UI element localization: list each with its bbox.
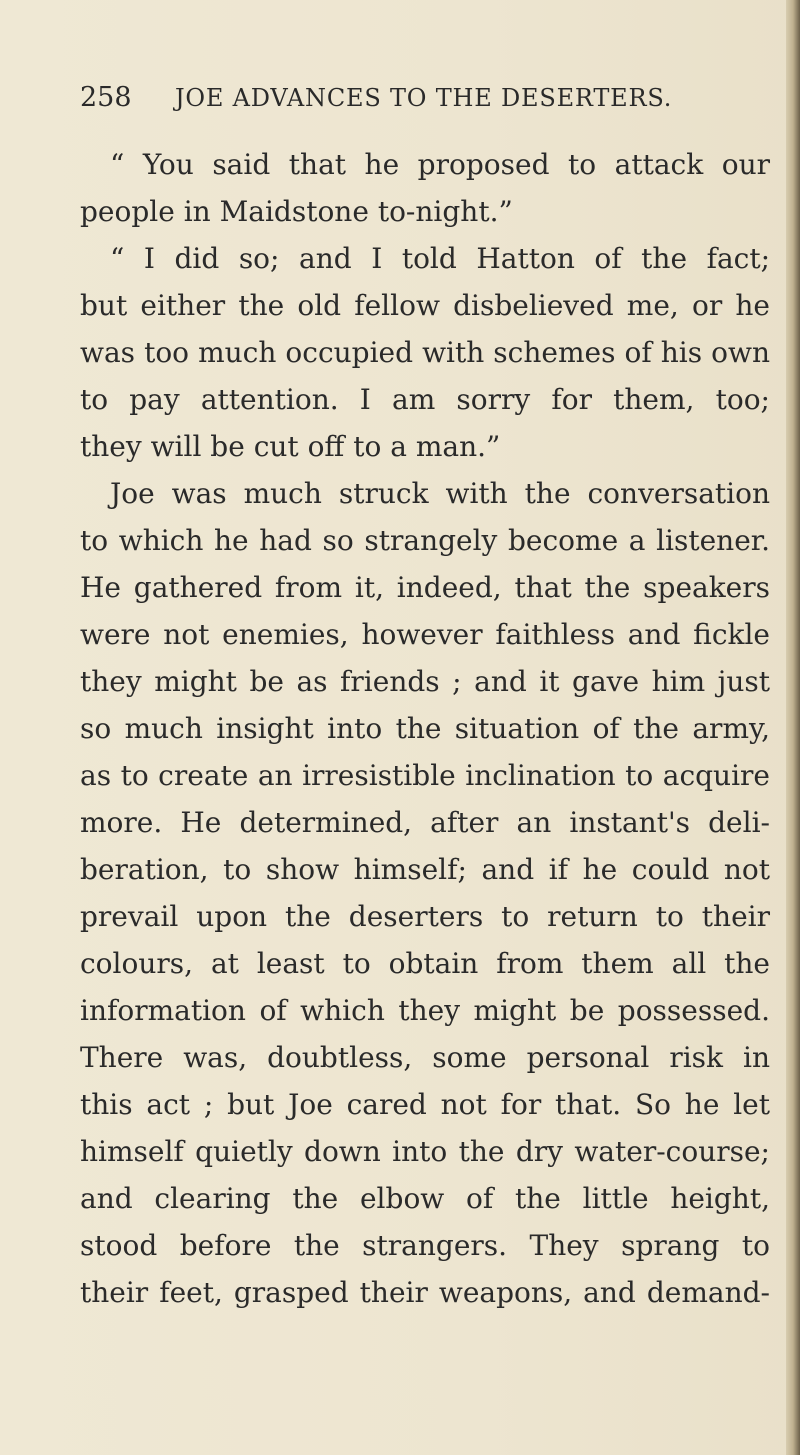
- text-line: prevail upon the deserters to return to their: [80, 900, 770, 933]
- text-line: and clearing the elbow of the little height,: [80, 1182, 770, 1215]
- text-line: to which he had so strangely become a listener.: [80, 524, 770, 557]
- text-line: more. He determined, after an instant's deli-: [80, 806, 770, 839]
- text-line: were not enemies, however faithless and fickle: [80, 618, 770, 651]
- text-line: but either the old fellow disbelieved me, or he: [80, 289, 770, 322]
- text-line: “ You said that he proposed to attack our: [110, 148, 770, 181]
- text-line: people in Maidstone to-night.”: [80, 195, 513, 228]
- text-line: Joe was much struck with the conversation: [110, 477, 770, 510]
- text-line: they will be cut off to a man.”: [80, 430, 501, 463]
- running-head: [80, 78, 780, 128]
- page-number: 258: [80, 82, 132, 113]
- text-line: beration, to show himself; and if he could not: [80, 853, 770, 886]
- text-line: this act ; but Joe cared not for that. So he let: [80, 1088, 770, 1121]
- text-line: was too much occupied with schemes of his own: [80, 336, 770, 369]
- text-line: stood before the strangers. They sprang to: [80, 1229, 770, 1262]
- text-line: so much insight into the situation of the army,: [80, 712, 770, 745]
- body-text: [80, 145, 770, 1320]
- text-line: There was, doubtless, some personal risk in: [80, 1041, 770, 1074]
- text-line: their feet, grasped their weapons, and demand-: [80, 1276, 770, 1309]
- text-line: himself quietly down into the dry water-course;: [80, 1135, 770, 1168]
- text-line: colours, at least to obtain from them all the: [80, 947, 770, 980]
- text-line: they might be as friends ; and it gave him just: [80, 665, 770, 698]
- text-line: He gathered from it, indeed, that the speakers: [80, 571, 770, 604]
- text-line: to pay attention. I am sorry for them, too;: [80, 383, 770, 416]
- page-edge: [786, 0, 800, 1455]
- text-line: as to create an irresistible inclination to acquire: [80, 759, 770, 792]
- text-line: “ I did so; and I told Hatton of the fact;: [110, 242, 770, 275]
- text-line: information of which they might be possessed.: [80, 994, 770, 1027]
- chapter-header: JOE ADVANCES TO THE DESERTERS.: [175, 84, 673, 112]
